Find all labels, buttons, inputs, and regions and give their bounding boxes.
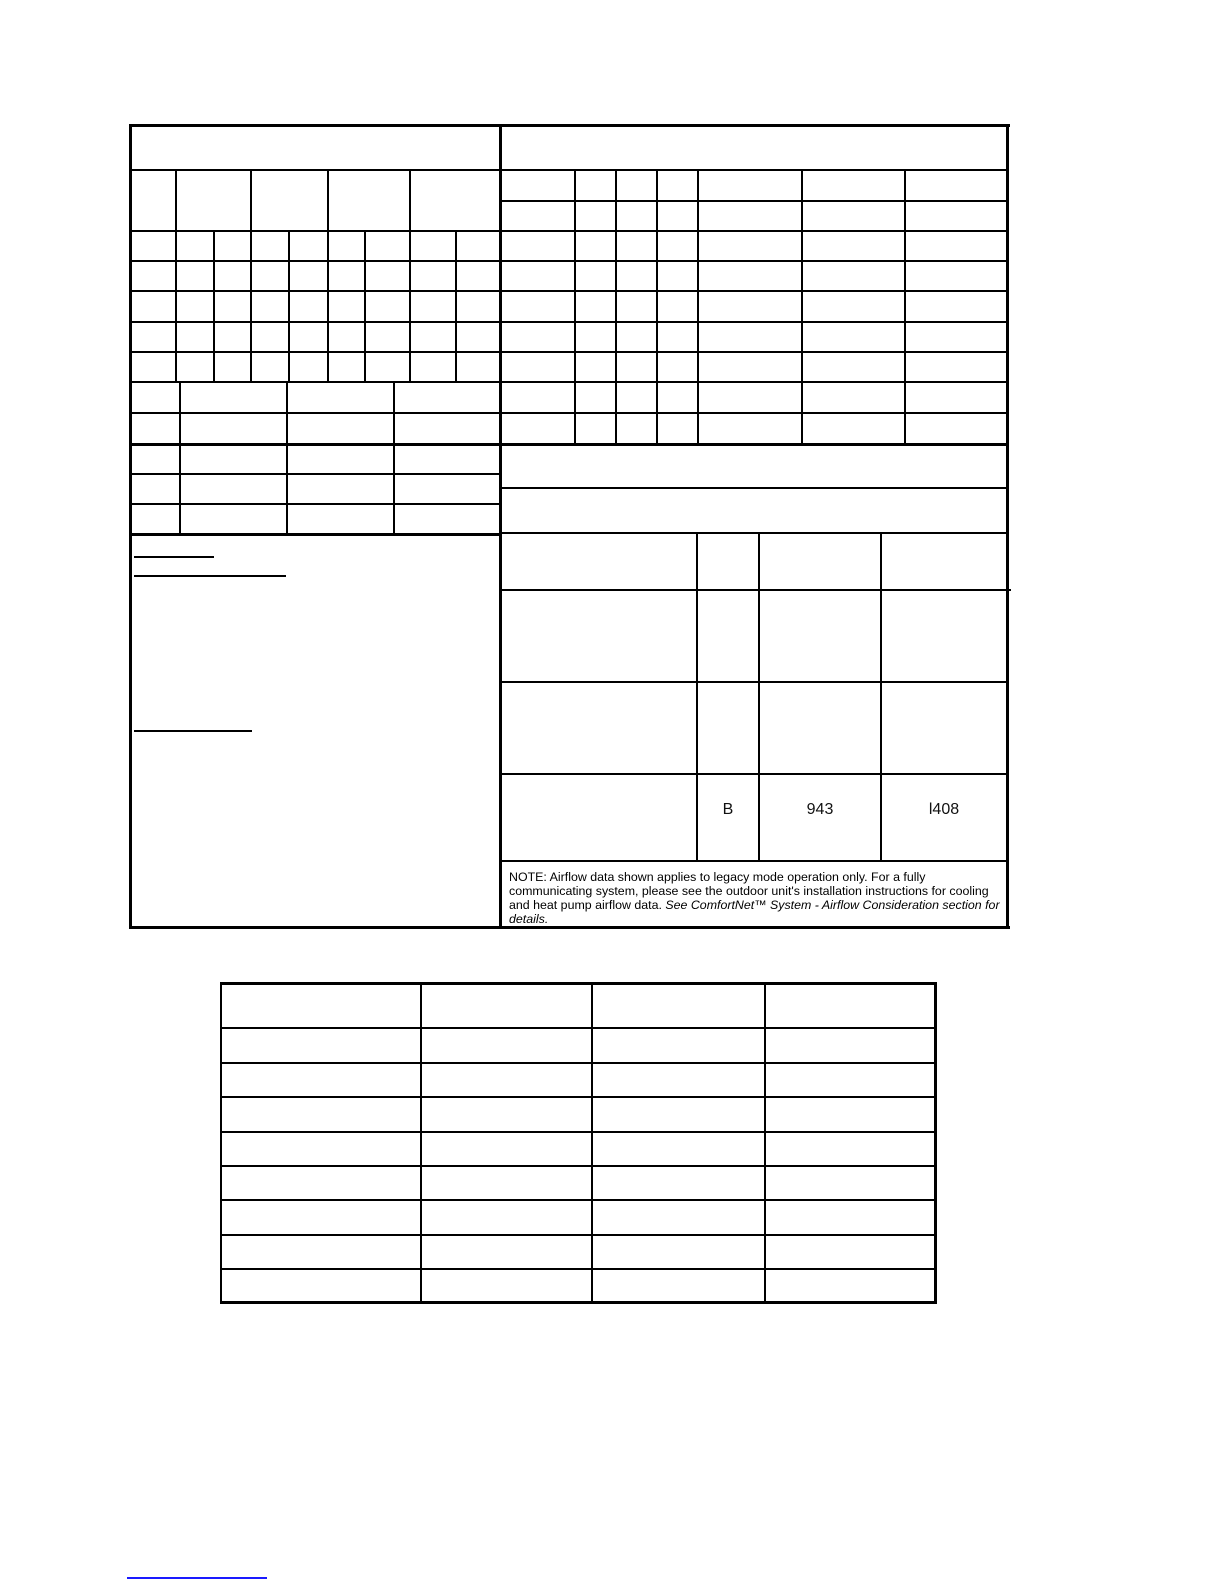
right-vline [574, 169, 576, 444]
bottom-vline [934, 982, 937, 1304]
right-vline [615, 169, 617, 444]
heading-underline [134, 730, 252, 732]
left-vline [288, 230, 290, 382]
bottom-hline [220, 1199, 937, 1201]
right-hline [501, 443, 1008, 446]
bottom-hline [220, 982, 937, 985]
right-hline [501, 260, 1008, 262]
frame-right-edge [1006, 124, 1009, 929]
left-hline [129, 321, 501, 323]
right-hline [501, 290, 1008, 292]
left-vline [179, 381, 181, 535]
bottom-vline [220, 982, 222, 1304]
right-hline [501, 169, 1008, 171]
right-vline [801, 169, 803, 444]
right-vline [656, 169, 658, 444]
bottom-vline [420, 982, 422, 1304]
heading-underline [134, 575, 286, 577]
left-vline [213, 230, 215, 382]
right-hline [501, 487, 1008, 489]
left-hline [129, 412, 501, 414]
right-hline [501, 773, 1008, 775]
right-hline [501, 230, 1008, 232]
right-hline [501, 321, 1008, 323]
right-hline [501, 681, 1008, 683]
note-text: NOTE: Airflow data shown applies to legacy mode operation only. For a fully communicating system, please see the outdoor unit's installation instructions for cooling and heat pump airflow data. [509, 870, 989, 912]
frame-center-divider [499, 124, 502, 929]
bottom-vline [591, 982, 593, 1304]
note-italic-text: See ComfortNet™ System - Airflow Consideration section for details. [509, 898, 1000, 926]
left-hline [129, 381, 501, 383]
right-vline [697, 169, 699, 444]
footer-link-underline [127, 1577, 267, 1579]
left-hline [129, 169, 501, 171]
bottom-hline [220, 1062, 937, 1064]
right-hline [501, 200, 1008, 202]
right-hline [501, 351, 1008, 353]
left-hline [129, 443, 501, 446]
left-vline [409, 169, 411, 382]
bottom-hline [220, 1096, 937, 1098]
heading-underline [134, 556, 214, 558]
bottom-hline [220, 1131, 937, 1133]
right-hline [501, 589, 1011, 591]
bottom-hline [220, 1301, 937, 1304]
frame-top-edge [129, 124, 1010, 127]
right-hline [501, 860, 1008, 862]
left-hline [129, 503, 501, 505]
frame-left-edge [129, 124, 132, 929]
bottom-hline [220, 1234, 937, 1236]
airflow-note [509, 870, 1004, 926]
right-hline [501, 381, 1008, 383]
bottom-vline [764, 982, 766, 1304]
left-vline [286, 381, 288, 535]
left-vline [455, 230, 457, 382]
left-hline [129, 473, 501, 475]
airflow-value-2: l408 [928, 801, 960, 818]
left-hline [129, 290, 501, 292]
right-hline [501, 412, 1008, 414]
right-hline [501, 532, 1008, 534]
left-vline [250, 169, 252, 382]
left-vline [364, 230, 366, 382]
airflow-tap-value: B [722, 801, 734, 818]
left-vline [327, 169, 329, 382]
left-hline [129, 351, 501, 353]
left-hline [129, 533, 501, 536]
left-hline [129, 260, 501, 262]
frame-bottom-edge [129, 926, 1010, 929]
bottom-hline [220, 1268, 937, 1270]
bottom-hline [220, 1165, 937, 1167]
left-vline [175, 169, 177, 382]
left-hline [129, 230, 501, 232]
airflow-value-1: 943 [806, 801, 834, 818]
right-vline [904, 169, 906, 444]
bottom-hline [220, 1027, 937, 1029]
left-vline [393, 381, 395, 535]
